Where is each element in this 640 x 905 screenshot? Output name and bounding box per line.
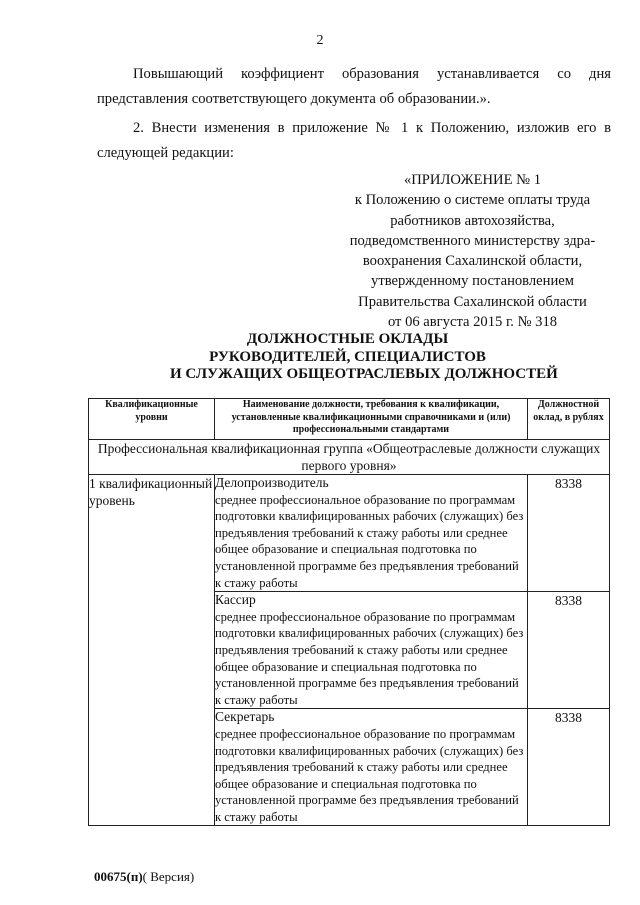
header-position: Наименование должности, требования к квалификации, установленные квалификационными справочниками и (или) профессиональными стандартами [215, 399, 528, 440]
paragraph-coefficient [97, 62, 611, 112]
appendix-line: Правительства Сахалинской области [358, 293, 587, 310]
position-cell [215, 475, 528, 592]
position-title: Делопроизводитель [215, 475, 329, 490]
appendix-heading [330, 170, 615, 332]
paragraph-amendment [97, 116, 611, 166]
appendix-line: от 06 августа 2015 г. № 318 [387, 314, 558, 331]
appendix-line: работников автохозяйства, [390, 212, 555, 229]
table-group-row [89, 440, 610, 475]
title-line: РУКОВОДИТЕЛЕЙ, СПЕЦИАЛИСТОВ [209, 348, 486, 365]
document-version: ( Версия) [142, 869, 195, 884]
title-line: И СЛУЖАЩИХ ОБЩЕОТРАСЛЕВЫХ ДОЛЖНОСТЕЙ [170, 366, 558, 382]
position-title: Секретарь [215, 709, 275, 725]
table-header-row [89, 399, 610, 440]
title-line: ДОЛЖНОСТНЫЕ ОКЛАДЫ [246, 331, 449, 347]
appendix-line: «ПРИЛОЖЕНИЕ № 1 [403, 172, 542, 188]
position-requirements: среднее профессиональное образование по программам подготовки квалифицированных рабочих (служащих) без предъявления требований к стажу работы или среднее общее образование и специальная подготовка по установленной программе без предъявления требований к стажу работы [215, 492, 524, 590]
paragraph-amendment-text: 2. Внести изменения в приложение № 1 к Положению, изложив его в следующей редакции: [97, 120, 611, 161]
footer-code [94, 869, 194, 885]
salary-cell: 8338 [528, 592, 610, 709]
paragraph-coefficient-text: Повышающий коэффициент образования устанавливается со дня представления соответствующего документа об образовании.». [97, 66, 611, 107]
salary-table [88, 398, 610, 826]
header-salary: Должностной оклад, в рублях [528, 399, 610, 440]
appendix-line: воохранения Сахалинской области, [362, 253, 583, 270]
salary-cell: 8338 [528, 475, 610, 592]
position-title: Кассир [215, 592, 256, 608]
position-cell [215, 592, 528, 709]
position-requirements: среднее профессиональное образование по программам подготовки квалифицированных рабочих (служащих) без предъявления требований к стажу работы или среднее общее образование и специальная подготовка по установленной программе без предъявления требований к стажу работы [215, 609, 524, 707]
appendix-line: подведомственного министерству здра- [349, 232, 596, 249]
document-title [170, 331, 558, 384]
position-cell [215, 709, 528, 826]
salary-cell: 8338 [528, 709, 610, 826]
page-number: 2 [316, 33, 324, 48]
document-code: 00675(п) [94, 869, 143, 884]
position-requirements: среднее профессиональное образование по программам подготовки квалифицированных рабочих (служащих) без предъявления требований к стажу работы или среднее общее образование и специальная подготовка по установленной программе без предъявления требований к стажу работы [215, 726, 524, 824]
appendix-line: к Положению о системе оплаты труда [354, 192, 591, 209]
header-levels: Квалификационные уровни [89, 399, 215, 440]
qualification-group: Профессиональная квалификационная группа «Общеотраслевые должности служащих первого уровня» [89, 440, 610, 475]
table-row [89, 475, 610, 592]
qualification-level: 1 квалификационный уровень [89, 475, 215, 826]
appendix-line: утвержденному постановлением [371, 273, 574, 290]
